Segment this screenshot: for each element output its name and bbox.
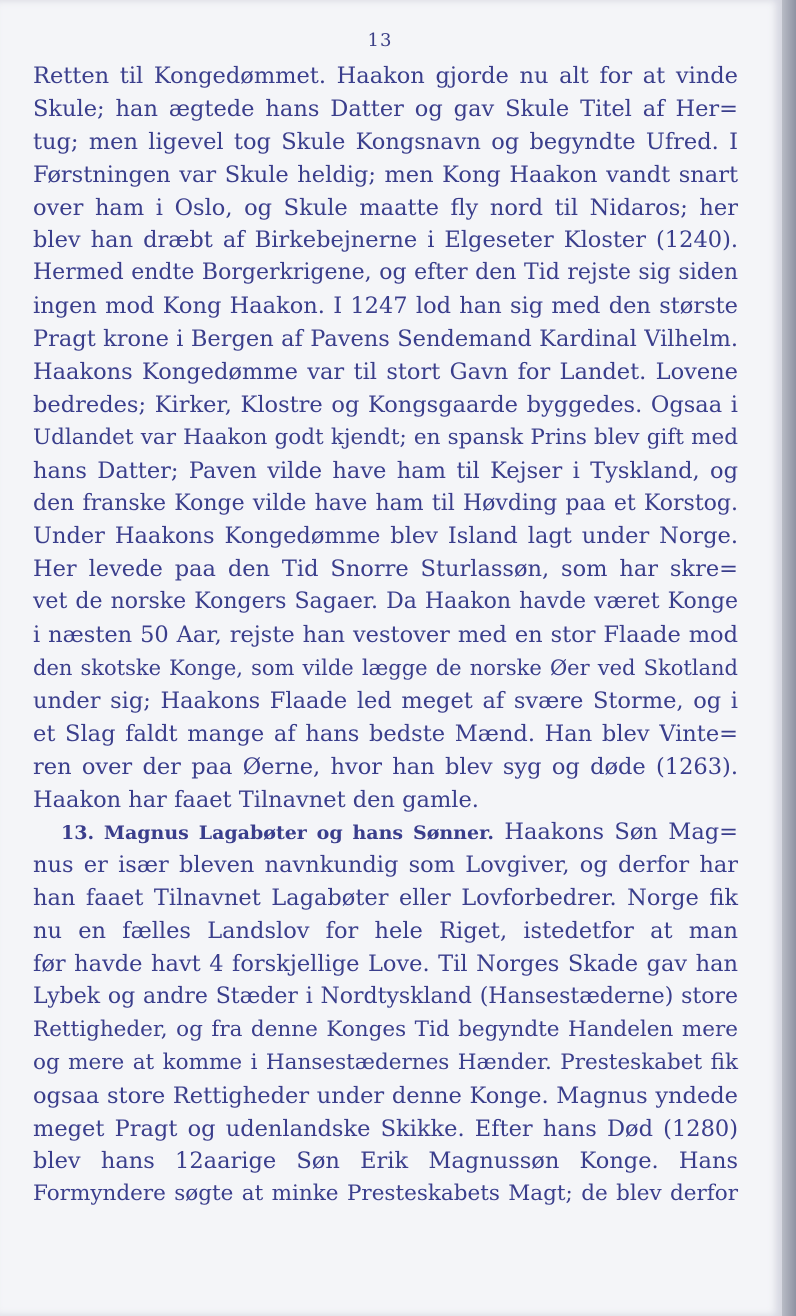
text-line: før havde havt 4 forskjellige Love. Til Norges Skade gav han [33,951,738,978]
page-edge [782,0,796,1316]
text-line: i næsten 50 Aar, rejste han vestover med en stor Flaade mod [33,622,738,649]
text-line: og mere at komme i Hansestædernes Hænder. Presteskabet fik [33,1049,738,1075]
text-line: under sig; Haakons Flaade led meget af svære Storme, og i [33,687,738,714]
body-text [33,60,738,1211]
text-line: Førstningen var Skule heldig; men Kong Haakon vandt snart [33,161,738,188]
text-line: nu en fælles Landslov for hele Riget, istedetfor at man [33,918,738,945]
text-line: Pragt krone i Bergen af Pavens Sendemand Kardinal Vilhelm. [33,326,738,353]
text-line: vet de norske Kongers Sagaer. Da Haakon havde været Konge [33,589,738,615]
text-line: Retten til Kongedømmet. Haakon gjorde nu alt for at vinde [33,63,738,89]
text-line: ren over der paa Øerne, hvor han blev syg og døde (1263). [33,753,738,780]
section-first-text: Haakons Søn Mag= [504,819,738,846]
text-line: den franske Konge vilde have ham til Høvding paa et Korstog. [33,490,738,516]
text-line: Her levede paa den Tid Snorre Sturlassøn, som har skre= [33,556,738,583]
text-line: blev han dræbt af Birkebejnerne i Elgeseter Kloster (1240). [33,227,738,254]
text-line: over ham i Oslo, og Skule maatte fly nord til Nidaros; her [33,194,738,221]
text-line: den skotske Konge, som vilde lægge de norske Øer ved Skotland [33,656,738,681]
text-line: Hermed endte Borgerkrigene, og efter den Tid rejste sig siden [33,260,738,286]
text-line: han faaet Tilnavnet Lagabøter eller Lovforbedrer. Norge fik [33,885,738,912]
text-line: et Slag faldt mange af hans bedste Mænd. Han blev Vinte= [33,720,738,747]
text-line: ingen mod Kong Haakon. I 1247 lod han sig med den største [33,293,738,320]
text-line: ogsaa store Rettigheder under denne Konge. Magnus yndede [33,1082,738,1109]
page-number: 13 [367,30,393,51]
text-line: Udlandet var Haakon godt kjendt; en spansk Prins blev gift med [33,424,738,450]
text-line: Skule; han ægtede hans Datter og gav Skule Titel af Her= [33,95,738,122]
text-line: Formyndere søgte at minke Presteskabets Magt; de blev derfor [33,1181,738,1207]
text-line: meget Pragt og udenlandske Skikke. Efter hans Død (1280) [33,1115,738,1142]
text-line: Haakon har faaet Tilnavnet den gamle. [33,786,479,813]
section-start-line [33,816,738,849]
text-line: Haakons Kongedømme var til stort Gavn for Landet. Lovene [33,359,738,386]
section-heading: 13. Magnus Lagabøter og hans Sønner. [61,822,494,845]
text-line: Lybek og andre Stæder i Nordtyskland (Hansestæderne) store [33,983,738,1009]
text-line: Under Haakons Kongedømme blev Island lagt under Norge. [33,523,738,550]
text-line: bedredes; Kirker, Klostre og Kongsgaarde byggedes. Ogsaa i [33,391,738,418]
text-line: blev hans 12aarige Søn Erik Magnussøn Konge. Hans [33,1148,738,1175]
text-line: Rettigheder, og fra denne Konges Tid begyndte Handelen mere [33,1016,738,1042]
text-line: hans Datter; Paven vilde have ham til Kejser i Tyskland, og [33,457,738,484]
text-line: nus er især bleven navnkundig som Lovgiver, og derfor har [33,852,738,879]
text-line: tug; men ligevel tog Skule Kongsnavn og begyndte Ufred. I [33,128,738,155]
